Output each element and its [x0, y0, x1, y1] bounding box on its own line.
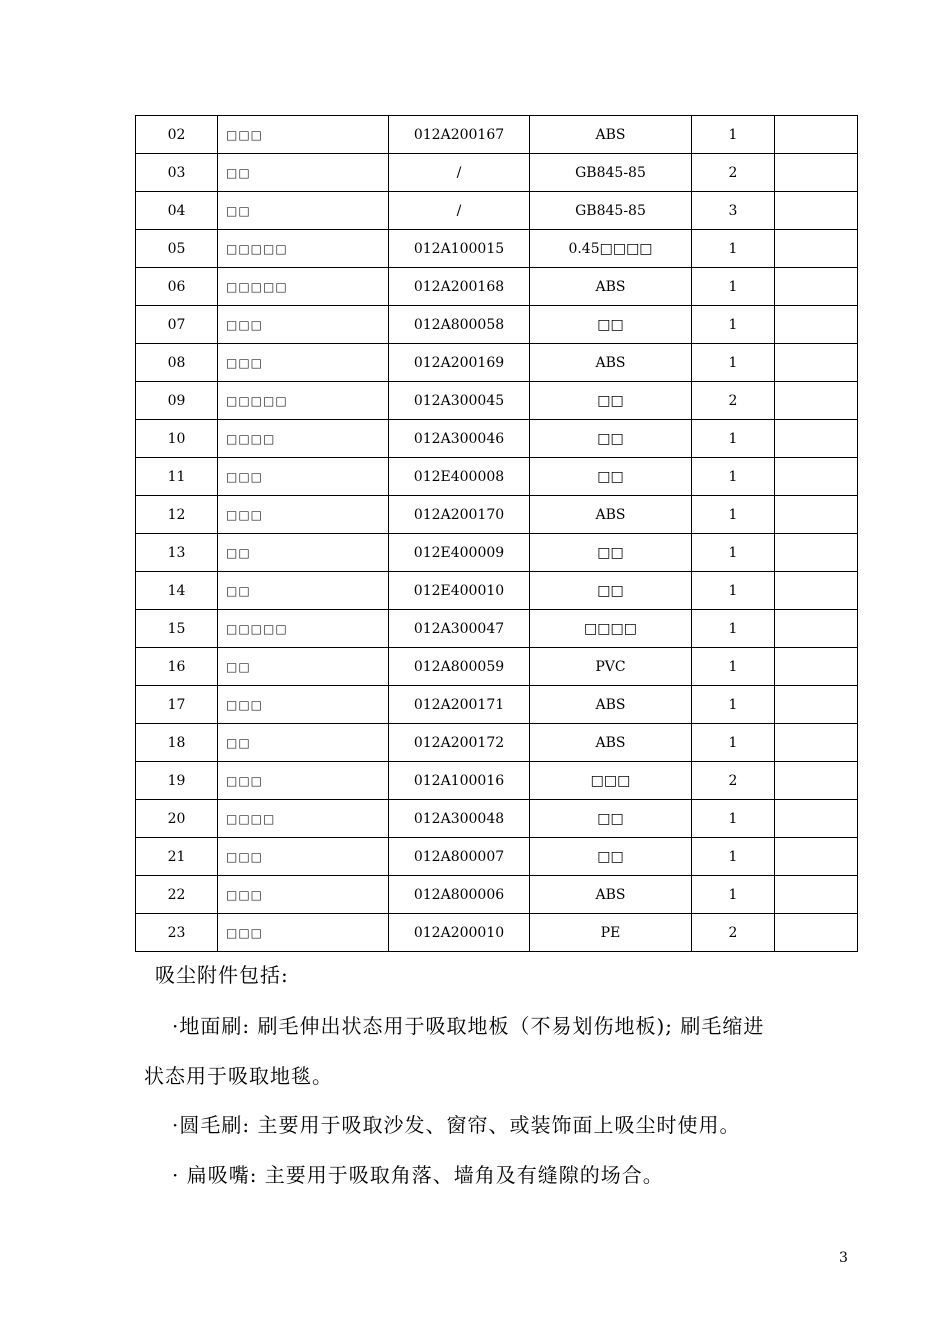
round-brush-description: ·圆毛刷: 主要用于吸取沙发、窗帘、或装饰面上吸尘时使用。 — [172, 1113, 741, 1137]
material-cell: ABS — [530, 116, 692, 154]
quantity-cell: 1 — [692, 876, 775, 914]
parts-table-body — [136, 116, 858, 952]
remarks-cell — [775, 420, 858, 458]
part-number-cell: 20 — [136, 800, 218, 838]
part-code-cell: 012E400008 — [389, 458, 530, 496]
material-cell: ABS — [530, 496, 692, 534]
part-code-cell: 012A800059 — [389, 648, 530, 686]
part-name-cell: □□□□ — [218, 800, 389, 838]
part-number-cell: 04 — [136, 192, 218, 230]
table-row — [136, 496, 858, 534]
quantity-cell: 2 — [692, 382, 775, 420]
table-row — [136, 230, 858, 268]
part-name-cell: □□□ — [218, 914, 389, 952]
part-name-cell: □□ — [218, 154, 389, 192]
part-number-cell: 22 — [136, 876, 218, 914]
material-cell: GB845-85 — [530, 192, 692, 230]
quantity-cell: 1 — [692, 496, 775, 534]
part-name-cell: □□□□□ — [218, 610, 389, 648]
table-row — [136, 268, 858, 306]
table-row — [136, 572, 858, 610]
material-cell: PE — [530, 914, 692, 952]
part-name-cell: □□□ — [218, 116, 389, 154]
material-cell: □□ — [530, 382, 692, 420]
part-code-cell: 012A100016 — [389, 762, 530, 800]
table-row — [136, 154, 858, 192]
material-cell: ABS — [530, 344, 692, 382]
floor-brush-description: ·地面刷: 刷毛伸出状态用于吸取地板（不易划伤地板); 刷毛缩进 — [172, 1014, 765, 1038]
remarks-cell — [775, 648, 858, 686]
remarks-cell — [775, 344, 858, 382]
remarks-cell — [775, 800, 858, 838]
material-cell: ABS — [530, 876, 692, 914]
part-number-cell: 16 — [136, 648, 218, 686]
part-name-cell: □□ — [218, 534, 389, 572]
part-name-cell: □□ — [218, 192, 389, 230]
table-row — [136, 724, 858, 762]
part-code-cell: 012A200010 — [389, 914, 530, 952]
floor-brush-description-continued: 状态用于吸取地毯。 — [144, 1064, 333, 1088]
table-row — [136, 800, 858, 838]
part-name-cell: □□□ — [218, 876, 389, 914]
remarks-cell — [775, 534, 858, 572]
quantity-cell: 2 — [692, 914, 775, 952]
remarks-cell — [775, 610, 858, 648]
material-cell: □□ — [530, 838, 692, 876]
quantity-cell: 3 — [692, 192, 775, 230]
table-row — [136, 610, 858, 648]
material-cell: □□ — [530, 458, 692, 496]
remarks-cell — [775, 572, 858, 610]
part-name-cell: □□□□□ — [218, 230, 389, 268]
part-code-cell: 012A200172 — [389, 724, 530, 762]
part-number-cell: 10 — [136, 420, 218, 458]
quantity-cell: 1 — [692, 648, 775, 686]
part-name-cell: □□ — [218, 572, 389, 610]
part-number-cell: 05 — [136, 230, 218, 268]
attachments-heading: 吸尘附件包括: — [155, 963, 289, 987]
part-name-cell: □□□ — [218, 838, 389, 876]
remarks-cell — [775, 876, 858, 914]
part-code-cell: / — [389, 154, 530, 192]
material-cell: □□ — [530, 534, 692, 572]
part-name-cell: □□□□□ — [218, 268, 389, 306]
quantity-cell: 1 — [692, 838, 775, 876]
part-code-cell: 012A800058 — [389, 306, 530, 344]
quantity-cell: 2 — [692, 762, 775, 800]
part-number-cell: 19 — [136, 762, 218, 800]
quantity-cell: 1 — [692, 344, 775, 382]
table-row — [136, 876, 858, 914]
table-row — [136, 762, 858, 800]
part-number-cell: 14 — [136, 572, 218, 610]
part-number-cell: 02 — [136, 116, 218, 154]
remarks-cell — [775, 724, 858, 762]
part-code-cell: 012A300046 — [389, 420, 530, 458]
remarks-cell — [775, 154, 858, 192]
table-row — [136, 458, 858, 496]
material-cell: ABS — [530, 686, 692, 724]
part-number-cell: 18 — [136, 724, 218, 762]
part-code-cell: 012A300045 — [389, 382, 530, 420]
part-number-cell: 03 — [136, 154, 218, 192]
quantity-cell: 1 — [692, 610, 775, 648]
part-number-cell: 07 — [136, 306, 218, 344]
part-code-cell: 012E400010 — [389, 572, 530, 610]
material-cell: ABS — [530, 268, 692, 306]
part-number-cell: 12 — [136, 496, 218, 534]
part-code-cell: 012A800006 — [389, 876, 530, 914]
quantity-cell: 2 — [692, 154, 775, 192]
remarks-cell — [775, 268, 858, 306]
part-number-cell: 08 — [136, 344, 218, 382]
material-cell: PVC — [530, 648, 692, 686]
part-code-cell: 012A200167 — [389, 116, 530, 154]
remarks-cell — [775, 686, 858, 724]
table-row — [136, 382, 858, 420]
part-name-cell: □□□ — [218, 306, 389, 344]
page-number: 3 — [839, 1250, 848, 1266]
part-code-cell: 012A200168 — [389, 268, 530, 306]
material-cell: 0.45□□□□ — [530, 230, 692, 268]
part-name-cell: □□□ — [218, 686, 389, 724]
material-cell: □□ — [530, 306, 692, 344]
part-code-cell: 012A200169 — [389, 344, 530, 382]
material-cell: □□ — [530, 572, 692, 610]
material-cell: □□□□ — [530, 610, 692, 648]
part-code-cell: 012A200170 — [389, 496, 530, 534]
remarks-cell — [775, 382, 858, 420]
part-number-cell: 09 — [136, 382, 218, 420]
quantity-cell: 1 — [692, 420, 775, 458]
table-row — [136, 838, 858, 876]
remarks-cell — [775, 230, 858, 268]
part-number-cell: 13 — [136, 534, 218, 572]
part-name-cell: □□□□□ — [218, 382, 389, 420]
table-row — [136, 648, 858, 686]
quantity-cell: 1 — [692, 686, 775, 724]
part-number-cell: 17 — [136, 686, 218, 724]
part-code-cell: 012A300048 — [389, 800, 530, 838]
part-number-cell: 15 — [136, 610, 218, 648]
part-code-cell: 012A300047 — [389, 610, 530, 648]
remarks-cell — [775, 192, 858, 230]
part-name-cell: □□□ — [218, 458, 389, 496]
table-row — [136, 914, 858, 952]
part-code-cell: 012E400009 — [389, 534, 530, 572]
table-row — [136, 420, 858, 458]
table-row — [136, 344, 858, 382]
material-cell: □□ — [530, 800, 692, 838]
table-row — [136, 534, 858, 572]
table-row — [136, 306, 858, 344]
quantity-cell: 1 — [692, 458, 775, 496]
part-number-cell: 06 — [136, 268, 218, 306]
part-name-cell: □□ — [218, 724, 389, 762]
part-number-cell: 23 — [136, 914, 218, 952]
material-cell: □□□ — [530, 762, 692, 800]
remarks-cell — [775, 306, 858, 344]
material-cell: ABS — [530, 724, 692, 762]
part-number-cell: 11 — [136, 458, 218, 496]
quantity-cell: 1 — [692, 268, 775, 306]
remarks-cell — [775, 914, 858, 952]
quantity-cell: 1 — [692, 800, 775, 838]
parts-table — [135, 115, 858, 952]
part-code-cell: 012A100015 — [389, 230, 530, 268]
table-row — [136, 686, 858, 724]
quantity-cell: 1 — [692, 230, 775, 268]
part-name-cell: □□□ — [218, 344, 389, 382]
part-name-cell: □□ — [218, 648, 389, 686]
quantity-cell: 1 — [692, 306, 775, 344]
flat-nozzle-description: · 扁吸嘴: 主要用于吸取角落、墙角及有缝隙的场合。 — [172, 1163, 664, 1187]
part-code-cell: 012A800007 — [389, 838, 530, 876]
part-code-cell: 012A200171 — [389, 686, 530, 724]
remarks-cell — [775, 116, 858, 154]
part-name-cell: □□□□ — [218, 420, 389, 458]
remarks-cell — [775, 838, 858, 876]
part-name-cell: □□□ — [218, 762, 389, 800]
material-cell: GB845-85 — [530, 154, 692, 192]
part-name-cell: □□□ — [218, 496, 389, 534]
remarks-cell — [775, 458, 858, 496]
quantity-cell: 1 — [692, 572, 775, 610]
quantity-cell: 1 — [692, 116, 775, 154]
table-row — [136, 192, 858, 230]
part-number-cell: 21 — [136, 838, 218, 876]
remarks-cell — [775, 496, 858, 534]
table-row — [136, 116, 858, 154]
material-cell: □□ — [530, 420, 692, 458]
remarks-cell — [775, 762, 858, 800]
part-code-cell: / — [389, 192, 530, 230]
quantity-cell: 1 — [692, 534, 775, 572]
quantity-cell: 1 — [692, 724, 775, 762]
